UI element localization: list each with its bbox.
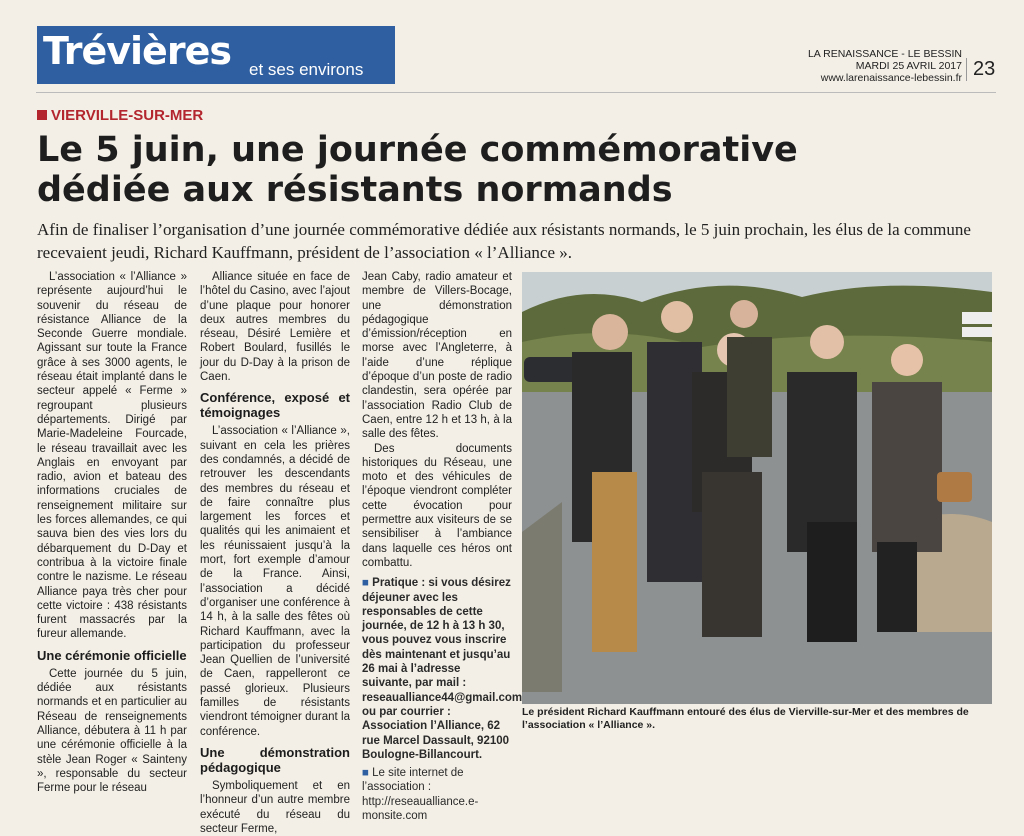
paper-date: MARDI 25 AVRIL 2017 xyxy=(855,60,962,72)
paragraph: Alliance située en face de l’hôtel du Casino, avec l’ajout d’une plaque pour honorer deux autres membres du réseau, Désiré Lemière et Robert Boulard, fusillés le jour du D-Day à la prison de Caen. xyxy=(200,271,350,384)
paragraph: L’association « l’Alliance » représente aujourd’hui le souvenir du réseau de résistance Alliance de la Seconde Guerre mondiale. Agissant sur toute la France grâce à ses 3000 agents, le réseau était implanté dans le secteur appelé « Ferme » regroupant plusieurs départements. Dirigé par Marie-Madeleine Fourcade, le réseau travaillait avec les Anglais en envoyant par radio, avion et bateau des informations cruciales de renseignement militaire sur les forces allemandes, ce qui sauva bien des vies lors du débarquement du D-Day et contribua à la victoire finale contre le nazisme. Le réseau Alliance paya très cher pour cette victoire : 438 résistants furent massacrés par la fureur allemande. xyxy=(37,271,187,641)
header-divider xyxy=(36,92,996,93)
website-text: Le site internet de l’association : http://reseaualliance.e-monsite.com xyxy=(362,767,479,822)
page-number: 23 xyxy=(966,58,995,81)
article-column-2 xyxy=(200,270,350,836)
practical-text: Pratique : si vous désirez déjeuner avec les responsables de cette journée, de 12 h à 13 h 30, vous pouvez vous inscrire dès maintenant et jusqu’au 26 mai à l’adresse suivante, par mail : reseaualliance44@gmail.com ou par courrier : Association l’Alliance, 62 rue Marcel Dassault, 92100 Boulogne-Billancourt. xyxy=(362,577,523,761)
subheading-demonstration: Une démonstration pédagogique xyxy=(200,744,350,775)
practical-info xyxy=(362,576,523,762)
paper-website: www.larenaissance-lebessin.fr xyxy=(820,72,962,84)
paragraph: Jean Caby, radio amateur et membre de Villers-Bocage, une démonstration pédagogique d’émission/réception en morse avec l’Angleterre, à l’aide d’une réplique d’époque d’un poste de radio clandestin, sera opérée par l’association Radio Club de Caen, entre 12 h et 13 h, à la salle des fêtes. xyxy=(362,271,512,441)
subheading-conference: Conférence, exposé et témoignages xyxy=(200,390,350,421)
section-masthead xyxy=(37,26,395,84)
paragraph: Cette journée du 5 juin, dédiée aux résistants normands et en particulier au Réseau de renseignements Alliance, débutera à 11 h par une cérémonie officielle à la stèle Jean Roger « Sainteny », responsable du secteur Ferme pour le réseau xyxy=(37,667,187,795)
article-lede: Afin de finaliser l’organisation d’une journée commémorative dédiée aux résistants normands, le 5 juin prochain, les élus de la commune recevaient jeudi, Richard Kauffmann, président de l’association « l’Alliance ». xyxy=(37,220,971,262)
paragraph: Des documents historiques du Réseau, une moto et des véhicules de l’époque viendront compléter cette évocation pour permettre aux visiteurs de se sensibiliser à l’ambiance dans laquelle ces héros ont combattu. xyxy=(362,442,512,569)
website-info xyxy=(362,766,512,823)
bullet-icon: ■ xyxy=(362,577,369,590)
section-subtitle: et ses environs xyxy=(249,60,364,79)
article-headline xyxy=(37,130,997,210)
kicker-text: VIERVILLE-SUR-MER xyxy=(51,107,204,124)
group-photo-illustration xyxy=(522,272,992,704)
paper-info xyxy=(808,48,962,84)
headline-line-1: Le 5 juin, une journée commémorative xyxy=(37,130,798,170)
bullet-icon: ■ xyxy=(362,767,369,780)
subheading-ceremony: Une cérémonie officielle xyxy=(37,647,187,663)
article-column-1 xyxy=(37,270,187,795)
article-photo xyxy=(522,272,992,704)
headline-line-2: dédiée aux résistants normands xyxy=(37,170,673,210)
article-column-3 xyxy=(362,270,523,823)
paper-name: LA RENAISSANCE - LE BESSIN xyxy=(807,48,962,60)
paragraph: L’association « l’Alliance », suivant en cela les prières des condamnés, a décidé de retrouver les descendants des membres du réseau et de faire connaître plus largement les forces et qualités qui les animaient et les réunissaient jusqu’à la mort, fort exemple d’amour de la France. Ainsi, l’association a décidé d’organiser une conférence à 14 h, à la salle des fêtes où Richard Kauffmann, avec la participation du professeur Jean Quellien de l’université de Caen, rappelleront ce passé glorieux. Plusieurs familles de résistants viendront témoigner durant la conférence. xyxy=(200,425,350,738)
photo-caption: Le président Richard Kauffmann entouré des élus de Vierville-sur-Mer et des membres de l’association « l’Alliance ». xyxy=(522,706,969,731)
paragraph: Symboliquement et en l’honneur d’un autre membre exécuté du réseau du secteur Ferme, xyxy=(200,779,350,835)
article-kicker xyxy=(37,107,203,124)
section-title: Trévières xyxy=(43,29,231,73)
kicker-square-icon xyxy=(37,110,47,120)
